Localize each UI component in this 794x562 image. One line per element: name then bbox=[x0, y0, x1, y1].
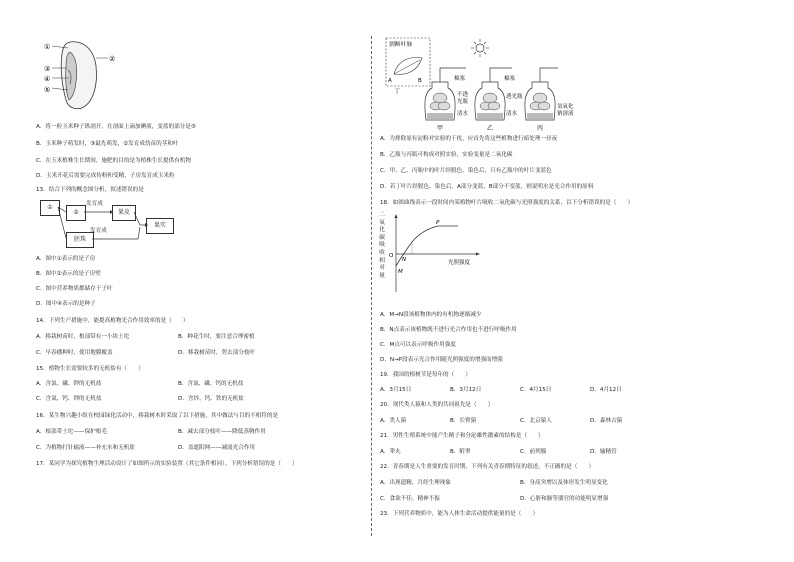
q23-stem: 23．下列营养物质中，能为人体生命活动提供能量的是（ ） bbox=[380, 511, 539, 517]
q19-option-d: D．4月12日 bbox=[590, 387, 622, 393]
node-fruit: 果实 bbox=[146, 218, 174, 234]
q22-stem: 22．青春期是人生重要的发育时期，下列有关青春期特征的叙述，不正确的是（ ） bbox=[380, 464, 595, 470]
y-axis-label-char: 氧 bbox=[379, 219, 385, 226]
q13-option-b: B．图中②表示的是子房壁 bbox=[36, 271, 101, 277]
label-naoh-1: 氢氧化 bbox=[557, 104, 574, 110]
corn-label-4: ④ bbox=[44, 75, 51, 83]
y-axis-label-char: 碳 bbox=[379, 234, 385, 241]
q15-stem: 15．植物生长需要较多的无机盐有（ ） bbox=[36, 366, 144, 372]
label-plug-1: 棉塞 bbox=[454, 76, 466, 82]
arrow-label-2: 发育成 bbox=[90, 228, 107, 234]
q21-option-c: C．前列腺 bbox=[520, 449, 547, 455]
y-axis-label-char: 对 bbox=[379, 265, 385, 272]
label-bing: 丙 bbox=[537, 125, 544, 132]
q20-option-c: C．北京猿人 bbox=[520, 418, 552, 424]
q20-option-a: A．类人猿 bbox=[380, 418, 407, 424]
label-water-2: 清水 bbox=[506, 111, 518, 117]
q19-option-c: C．4月15日 bbox=[520, 387, 552, 393]
q22-option-c: C．食欲不佳、精神不振 bbox=[380, 496, 440, 502]
q18-option-a: A．M→N段该植物体内的有机物逐渐减少 bbox=[380, 312, 482, 318]
label-b: B bbox=[418, 78, 422, 84]
q22-option-d: D．心脏和肺等器官的功能明显增强 bbox=[520, 496, 609, 502]
q15-option-a: A．含氮、磷、钾的无机盐 bbox=[36, 381, 102, 387]
label-opaque-1: 不透 bbox=[457, 92, 469, 98]
point-p: P bbox=[436, 220, 440, 226]
y-axis-label-char: 吸 bbox=[379, 242, 385, 249]
q12-option-c: C．在玉米植株生长期间，施肥的目的是为植株生长提供有机物 bbox=[36, 158, 191, 164]
q16-option-b: B．减去部分枝叶——降低蒸腾作用 bbox=[178, 429, 266, 435]
q19-option-b: B．3月12日 bbox=[450, 387, 482, 393]
q19-option-a: A．3月15日 bbox=[380, 387, 412, 393]
y-axis-label-char: 收 bbox=[379, 249, 385, 256]
q12-option-b: B．玉米种子萌发时，③最先萌发，②发育成幼苗的茎和叶 bbox=[36, 141, 179, 147]
q13-option-a: A．图中①表示的是子房 bbox=[36, 256, 96, 262]
q12-option-d: D．玉米开花后需要完成传粉和受精，子房发育成玉米粒 bbox=[36, 173, 175, 179]
q15-option-c: C．含氮、钙、钾的无机盐 bbox=[36, 396, 102, 402]
q13-option-d: D．图中④表示的是种子 bbox=[36, 301, 96, 307]
q16-option-a: A．根部带土坨——保护根毛 bbox=[36, 429, 107, 435]
corn-label-1: ① bbox=[44, 43, 51, 51]
y-axis-label-char: 相 bbox=[379, 257, 385, 264]
label-plug-2: 棉塞 bbox=[504, 76, 516, 82]
q22-option-b: B．身高突增以及体形发生明显变化 bbox=[520, 480, 608, 486]
x-axis-label: 光照强度 bbox=[448, 260, 471, 266]
y-axis-label-char: 二 bbox=[379, 212, 385, 218]
y-axis-label-char: 化 bbox=[379, 227, 385, 234]
q13-arrows bbox=[0, 0, 200, 260]
q19-stem: 19．我国的植树节是每年的（ ） bbox=[380, 372, 472, 378]
node-2: ② bbox=[66, 205, 86, 221]
q18-stem: 18．如图曲线表示一段时间内某植物叶片吸收二氧化碳与光照强度的关系，以下分析错误的是（ ） bbox=[380, 200, 634, 206]
q13-stem: 13．结合下列的概念图分析，叙述错误的是 bbox=[36, 187, 144, 193]
q14-option-a: A．移栽树苗时，根部带有一小块土坨 bbox=[36, 334, 130, 340]
q16-option-d: D．盖遮阳网——减弱光合作用 bbox=[178, 445, 256, 451]
q16-option-c: C．为植物打针输液——补充水和无机盐 bbox=[36, 445, 135, 451]
q18-option-b: B．N点表示该植物既不进行光合作用也不进行呼吸作用 bbox=[380, 327, 517, 333]
corn-label-3: ③ bbox=[44, 65, 51, 73]
q21-option-a: A．睾丸 bbox=[380, 449, 401, 455]
q14-option-c: C．早春播种时，使用地膜覆盖 bbox=[36, 350, 113, 356]
label-opaque-2: 光瓶 bbox=[457, 99, 469, 105]
label-water-1: 清水 bbox=[457, 111, 469, 117]
column-divider bbox=[371, 36, 372, 536]
node-fruit-skin: 果皮 bbox=[112, 205, 136, 221]
q21-option-b: B．附睾 bbox=[450, 449, 471, 455]
q17-option-d: D．若丁叶片经脱色、染色后，A部分变蓝，B部分不变蓝，则说明水是光合作用的原料 bbox=[380, 184, 594, 190]
label-a: A bbox=[388, 78, 392, 84]
arrow-label-1: 发育成 bbox=[86, 201, 103, 207]
q14-option-b: B．种花生时，要注意合理密植 bbox=[178, 334, 255, 340]
corn-label-5: ⑤ bbox=[44, 86, 51, 94]
label-jia: 甲 bbox=[437, 125, 444, 132]
label-yi: 乙 bbox=[487, 125, 494, 132]
q17-stem: 17．某同学为探究植物生理活动设计了如图所示的实验装置（其它条件相同）。下列分析错误的是（ ） bbox=[36, 461, 298, 467]
q15-option-b: B．含氮、磷、钙的无机盐 bbox=[178, 381, 244, 387]
label-naoh-2: 钠溶液 bbox=[557, 111, 574, 117]
q14-stem: 14．下列生产措施中，能提高植物光合作用效率的是（ ） bbox=[36, 318, 189, 324]
q21-option-d: D．输精管 bbox=[590, 449, 617, 455]
q18-chart bbox=[378, 212, 488, 308]
q20-stem: 20．现代类人猿和人类的共同祖先是（ ） bbox=[380, 402, 494, 408]
q20-option-d: D．森林古猿 bbox=[590, 418, 623, 424]
point-o: O bbox=[389, 253, 394, 259]
label-clear: 透光瓶 bbox=[506, 94, 523, 100]
label-cut-vein: 割断叶脉 bbox=[389, 42, 413, 48]
point-m: M bbox=[398, 269, 403, 275]
q17-option-b: B．乙瓶与丙瓶可构成对照实验，实验变量是二氧化碳 bbox=[380, 152, 513, 158]
y-axis-label-char: 量 bbox=[379, 272, 385, 279]
q20-option-b: B．长臂猿 bbox=[450, 418, 477, 424]
q18-option-d: D．N→P段表示光合作用随光照强度的增强而增强 bbox=[380, 357, 503, 363]
q17-option-c: C．甲、乙、丙瓶中的叶片经脱色、染色后，只有乙瓶中的叶片变蓝色 bbox=[380, 168, 552, 174]
node-ovule: 胚珠 bbox=[66, 232, 94, 248]
q15-option-d: D．含锌、钙、铁的无机盐 bbox=[178, 396, 244, 402]
q17-experiment-figure bbox=[380, 36, 580, 136]
q13-option-c: C．图中营养物质都储存于子叶 bbox=[36, 286, 113, 292]
q17-option-a: A．为排除原有淀粉对实验的干扰，应首先将这些植物进行暗处理一昼夜 bbox=[380, 136, 558, 142]
point-n: N bbox=[402, 257, 407, 263]
q21-stem: 21．男性生殖系统中能产生精子和分泌雄性激素的结构是（ ） bbox=[380, 433, 544, 439]
node-1: ① bbox=[40, 200, 60, 216]
label-ding: 丁 bbox=[394, 88, 401, 95]
q22-option-a: A．出现遗精、月经生理现象 bbox=[380, 480, 451, 486]
corn-label-2: ② bbox=[109, 55, 116, 63]
q12-option-a: A．将一粒玉米种子纵剖开，在剖面上滴加碘液，变蓝的部分是⑤ bbox=[36, 124, 196, 130]
q16-stem: 16．某生物兴趣小组在校园绿化活动中，移栽树木时采取了以下措施，其中做法与目的不相符的是 bbox=[36, 413, 279, 419]
q14-option-d: D．移栽树苗时，剪去部分枝叶 bbox=[178, 350, 256, 356]
q18-option-c: C．M点可以表示呼吸作用强度 bbox=[380, 342, 456, 348]
